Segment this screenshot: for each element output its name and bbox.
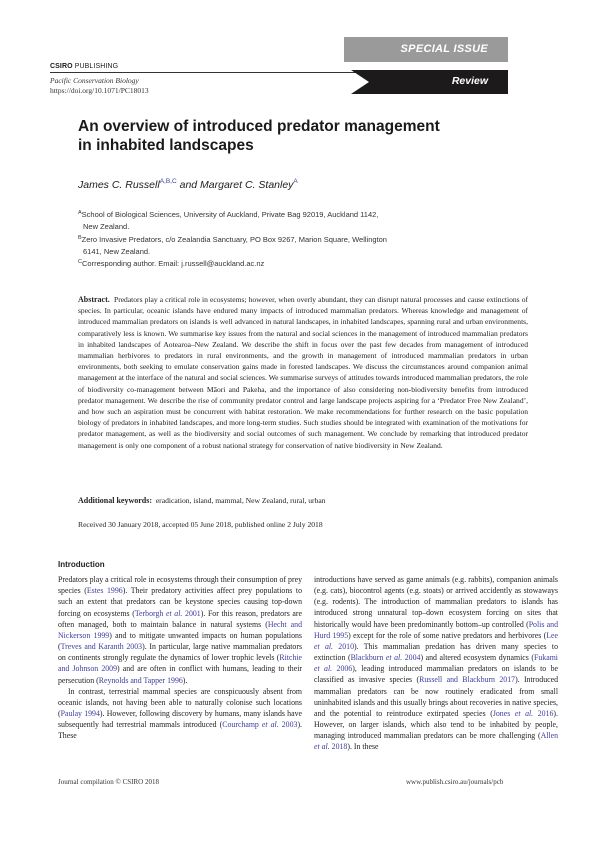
- body-paragraph: introductions have served as game animals (e.g. rabbits), companion animals (e.g. cats), biocontrol agents (e.g. stoats) or arrived accidently as stowaways (e.g. rodents). The introduction of mammalian predators to islands has introduced strong unnatural top–down ecosystem forcing on sites that historically would have been predominantly bottom–up controlled (Polis and Hurd 1995) except for the role of some native predators and herbivores (Lee et al. 2010). This mammalian predation has driven many species to extinction (Blackburn et al. 2004) and altered ecosystem dynamics (Fukami et al. 2006), leading introduced mammalian predators on islands to be classified as invasive species (Russell and Blackburn 2017). Introduced mammalian predators can be now routinely eradicated from small uninhabited islands and this usually brings about recoveries in native species, and the potential to reintroduce extirpated species (Jones et al. 2016). However, on larger islands, which also tend to be inhabited by people, managing introduced mammalian predators can be more challenging (Allen et al. 2018). In these: [314, 575, 558, 752]
- article-type-label: Review: [451, 75, 488, 87]
- body-column-left: [58, 559, 302, 742]
- citation-link[interactable]: Ritchie and Johnson 2009: [58, 653, 302, 674]
- affiliation-mark: C: [78, 259, 82, 265]
- article-title-line-2: in inhabited landscapes: [78, 137, 254, 154]
- author-affiliation-marks[interactable]: A,B,C: [159, 178, 177, 185]
- citation-link[interactable]: Polis and Hurd 1995: [314, 619, 558, 640]
- affiliation-text: Zero Invasive Predators, c/o Zealandia Sanctuary, PO Box 9267, Marion Square, Wellington: [81, 235, 387, 244]
- affiliation-text-cont: 6141, New Zealand.: [83, 247, 151, 256]
- special-issue-banner: [344, 37, 508, 62]
- affiliation-mark: A: [78, 210, 82, 216]
- abstract-label: Abstract.: [78, 295, 110, 304]
- citation-link[interactable]: Hecht and Nickerson 1999: [58, 619, 303, 640]
- citation-link[interactable]: Fukami et al. 2006: [314, 653, 558, 674]
- affiliation-b: [78, 232, 458, 258]
- citation-link[interactable]: Treves and Karanth 2003: [60, 642, 143, 652]
- body-column-right: [314, 574, 558, 753]
- article-type-banner: [351, 70, 508, 94]
- keywords-text: eradication, island, mammal, New Zealand, rural, urban: [155, 496, 326, 505]
- body-paragraph: In contrast, terrestrial mammal species are conspicuously absent from oceanic islands, not having been able to naturally colonise such locations (Paulay 1994). However, following discovery by humans, many islands have subsequently had terrestrial mammals introduced (Courchamp et al. 2003). These: [58, 686, 303, 741]
- citation-link[interactable]: Reynolds and Tapper 1996: [98, 675, 183, 685]
- citation-link[interactable]: Lee et al. 2010: [314, 630, 558, 651]
- citation-link[interactable]: Estes 1996: [86, 586, 123, 596]
- affiliation-text-cont: New Zealand.: [83, 222, 130, 231]
- affiliation-text: School of Biological Sciences, University of Auckland, Private Bag 92019, Auckland 1142,: [81, 210, 379, 219]
- abstract-text: Predators play a critical role in ecosystems; however, when overly abundant, they can disrupt natural processes and cause extinctions of species. In particular, oceanic islands have endured many impacts of introduced mammalian predators. Whereas knowledge and management of introduced mammalian predators on islands is well advanced in natural landscapes, in inhabited landscapes, spanning rural and urban environments, comparatively less is known. We summarise key issues from the natural and social sciences in the management of introduced mammalian predators in inhabited landscapes of Aotearoa–New Zealand. We describe the shift in focus over the past few decades from management of introduced mammalian herbivores to predators in rural environments, and the growth in management of introduced mammalian predators in urban environments, both seeking to emulate conservation gains made in forested landscapes. We discuss the circumstances around companion animal management at the interface of the natural and social sciences. We summarise surveys of attitudes towards introduced mammalian predators, the role of biodiversity co-management between Māori and Pakeha, and the importance of also considering non-biodiversity benefits from introduced predator management. We describe the rise of community predator control and large landscape projects aspiring for a ‘Predator Free New Zealand’, and how such an aspiration must be concurrent with habitat restoration. We make recommendations for further research on the basic population biology of predators in inhabited landscapes, and more long-term studies. Such studies should be integrated with examination of the motivations for predator management, as well as the biodiversity and social outcomes of such management. We conclude by remarking that introduced predator management is only one component of a robust national strategy for conservation of native biodiversity in New Zealand.: [78, 295, 528, 450]
- article-title: [78, 117, 478, 155]
- citation-link[interactable]: Russell and Blackburn 2017: [419, 675, 516, 685]
- header-rule: [50, 72, 380, 73]
- author-name: James C. Russell: [78, 179, 160, 191]
- citation-link[interactable]: Blackburn et al. 2004: [350, 653, 421, 663]
- keywords-label: Additional keywords:: [78, 496, 153, 505]
- section-heading-introduction: Introduction: [58, 560, 105, 569]
- keywords: [78, 496, 528, 505]
- publisher-name-rest: PUBLISHING: [72, 63, 119, 70]
- citation-link[interactable]: Terborgh et al. 2001: [134, 608, 201, 618]
- affiliation-a: [78, 207, 458, 233]
- doi-link[interactable]: https://doi.org/10.1071/PC18013: [50, 86, 149, 95]
- citation-link[interactable]: Allen et al. 2018: [314, 731, 558, 752]
- body-paragraph: Predators play a critical role in ecosystems through their consumption of prey species (Estes 1996). Their predatory activities affect prey populations to such an extent that predators can be keystone species causing top-down forcing on ecosystems (Terborgh et al. 2001). For this reason, predators are often managed, both to maintain balance in natural systems (Hecht and Nickerson 1999) and to mitigate unwanted impacts on human populations (Treves and Karanth 2003). In particular, large native mammalian predators on continents strongly regulate the dynamics of lower trophic levels (Ritchie and Johnson 2009) and are often in conflict with humans, leading to their persecution (Reynolds and Tapper 1996).: [58, 575, 303, 685]
- publisher-name: [50, 63, 118, 70]
- corresponding-author: Corresponding author. Email: j.russell@auckland.ac.nz: [81, 259, 265, 268]
- footer-journal-url[interactable]: www.publish.csiro.au/journals/pcb: [406, 778, 504, 786]
- abstract: [78, 294, 528, 451]
- publisher-name-bold: CSIRO: [50, 63, 73, 70]
- special-issue-label: SPECIAL ISSUE: [400, 43, 488, 55]
- author-name: Margaret C. Stanley: [200, 179, 294, 191]
- author-list: [78, 178, 298, 191]
- affiliation-c: [78, 256, 458, 270]
- affiliation-mark: B: [78, 235, 82, 241]
- citation-link[interactable]: Paulay 1994: [60, 709, 100, 719]
- article-title-line-1: An overview of introduced predator management: [78, 118, 440, 135]
- footer-copyright: Journal compilation © CSIRO 2018: [58, 778, 159, 786]
- publication-dates: Received 30 January 2018, accepted 05 June 2018, published online 2 July 2018: [78, 520, 323, 529]
- journal-name: Pacific Conservation Biology: [50, 76, 139, 85]
- citation-link[interactable]: Jones et al. 2016: [492, 708, 554, 718]
- author-joiner: and: [176, 179, 201, 191]
- author-affiliation-marks[interactable]: A: [293, 178, 298, 185]
- citation-link[interactable]: Courchamp et al. 2003: [222, 720, 298, 730]
